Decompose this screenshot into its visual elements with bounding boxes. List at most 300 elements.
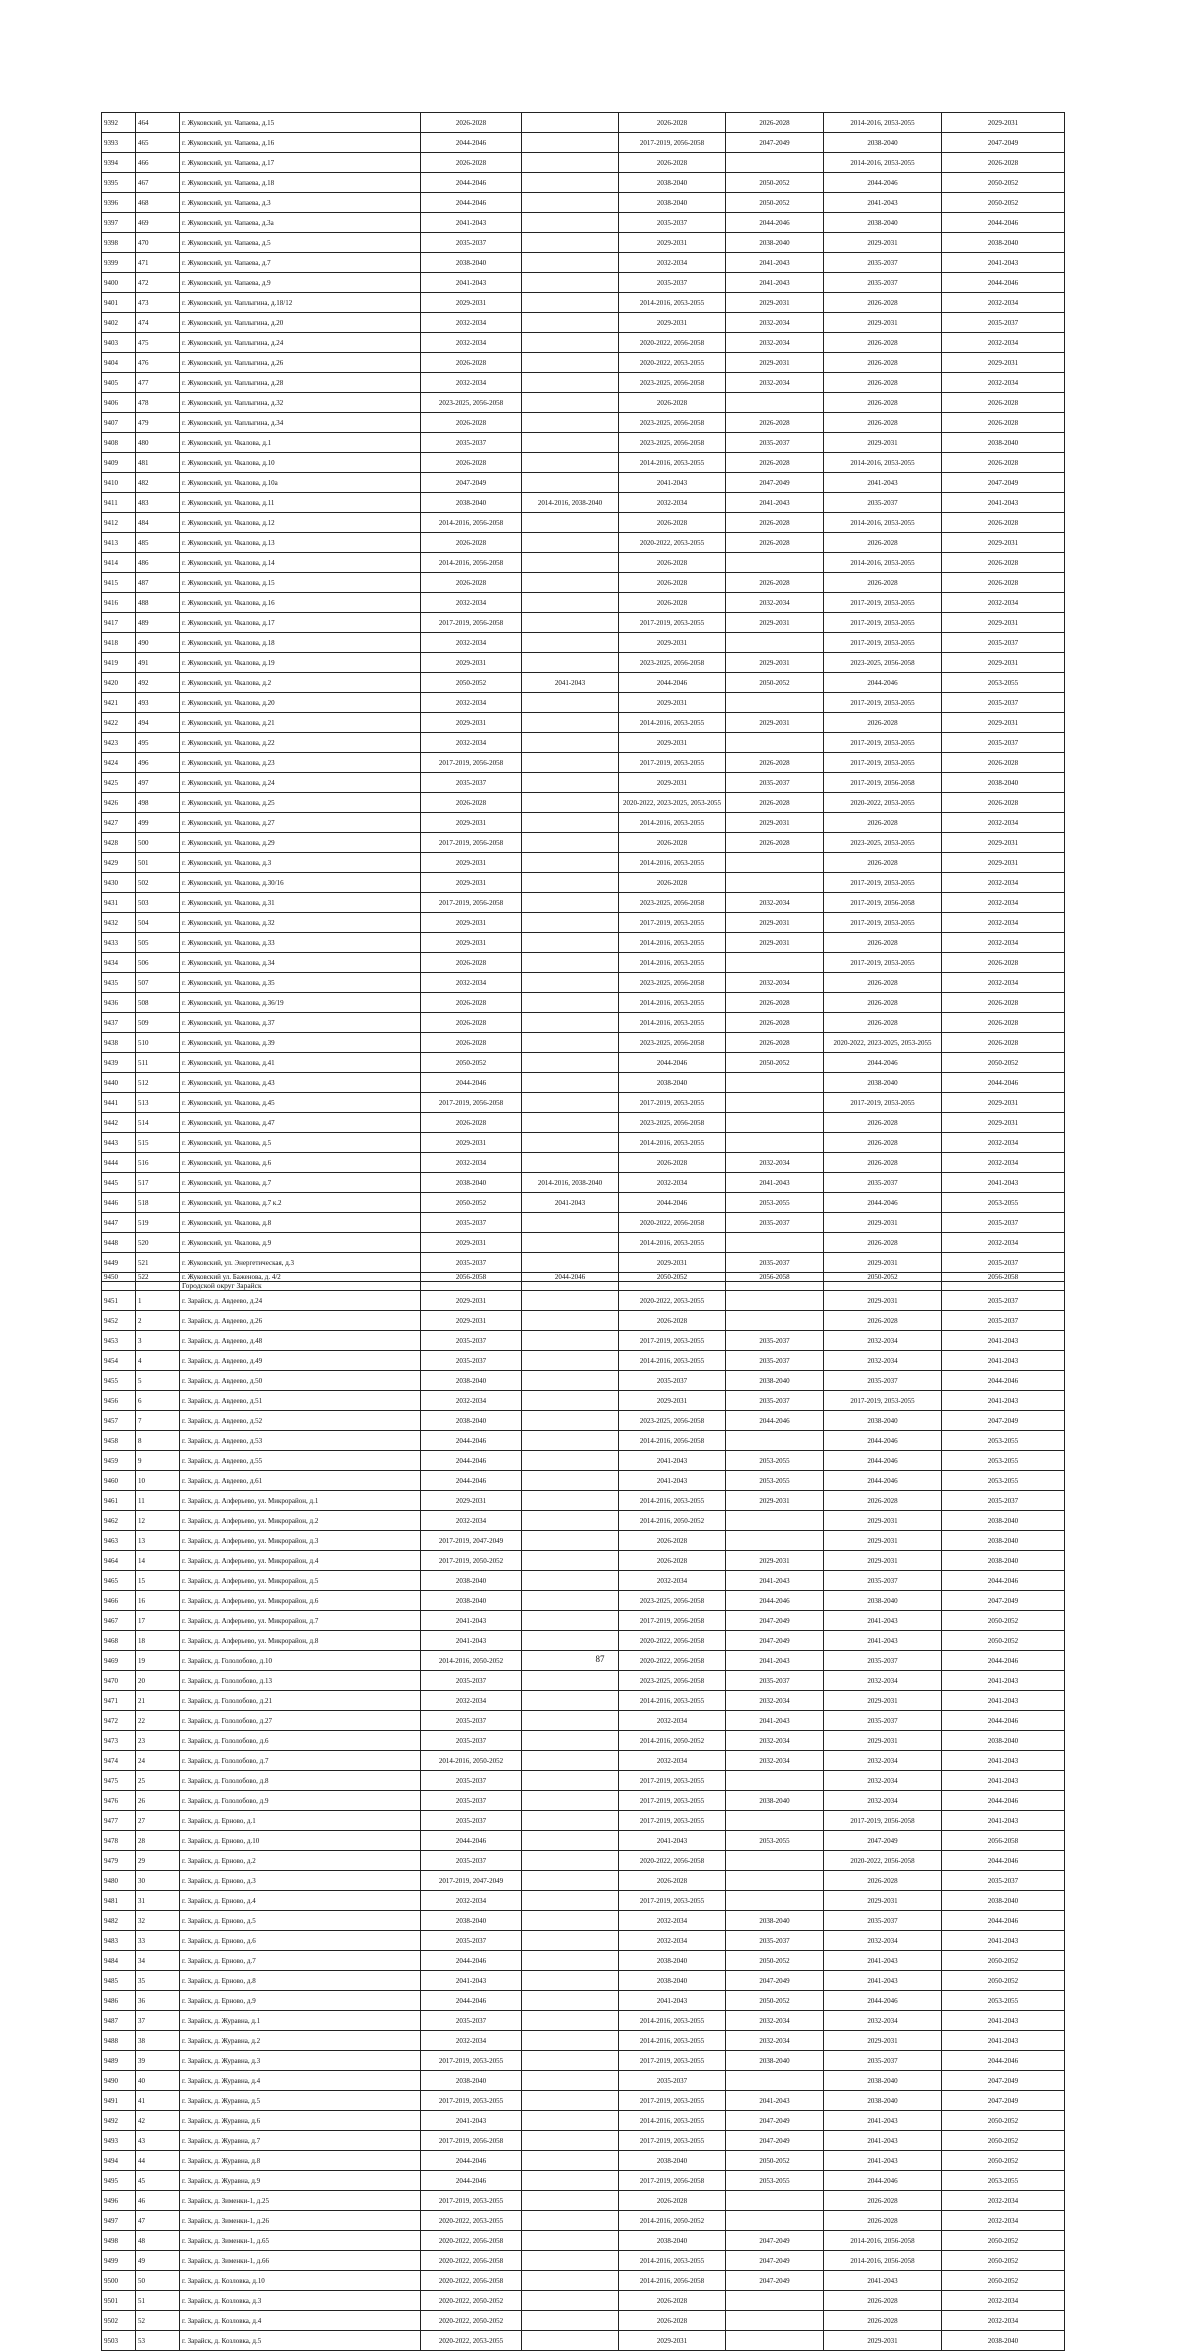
period-2-cell bbox=[522, 1851, 619, 1871]
period-5-cell: 2044-2046 bbox=[824, 173, 942, 193]
period-6-cell: 2041-2043 bbox=[942, 1173, 1065, 1193]
period-3-cell: 2050-2052 bbox=[619, 1273, 726, 1282]
period-2-cell bbox=[522, 1811, 619, 1831]
house-index-cell: 28 bbox=[136, 1831, 180, 1851]
period-3-cell: 2026-2028 bbox=[619, 1311, 726, 1331]
period-3-cell: 2020-2022, 2023-2025, 2053-2055 bbox=[619, 793, 726, 813]
period-5-cell: 2014-2016, 2056-2058 bbox=[824, 2231, 942, 2251]
period-6-cell: 2041-2043 bbox=[942, 1671, 1065, 1691]
period-1-cell: 2014-2016, 2050-2052 bbox=[421, 1651, 522, 1671]
period-6-cell: 2038-2040 bbox=[942, 2331, 1065, 2351]
period-3-cell: 2029-2031 bbox=[619, 1253, 726, 1273]
period-2-cell: 2014-2016, 2038-2040 bbox=[522, 493, 619, 513]
house-index-cell: 505 bbox=[136, 933, 180, 953]
period-5-cell: 2035-2037 bbox=[824, 1651, 942, 1671]
page-number: 87 bbox=[595, 1654, 605, 1664]
schedule-table-container bbox=[101, 112, 1064, 2351]
address-cell: г. Жуковский, ул. Чкалова, д.16 bbox=[180, 593, 421, 613]
period-6-cell: 2044-2046 bbox=[942, 1073, 1065, 1093]
row-index-cell: 9437 bbox=[102, 1013, 136, 1033]
table-row bbox=[102, 873, 1065, 893]
row-index-cell: 9463 bbox=[102, 1531, 136, 1551]
period-1-cell: 2044-2046 bbox=[421, 193, 522, 213]
period-3-cell: 2017-2019, 2053-2055 bbox=[619, 913, 726, 933]
period-4-cell: 2032-2034 bbox=[726, 2031, 824, 2051]
period-1-cell: 2032-2034 bbox=[421, 1891, 522, 1911]
period-2-cell bbox=[522, 1411, 619, 1431]
period-3-cell: 2014-2016, 2053-2055 bbox=[619, 453, 726, 473]
row-index-cell: 9496 bbox=[102, 2191, 136, 2211]
period-4-cell bbox=[726, 2311, 824, 2331]
house-index-cell: 492 bbox=[136, 673, 180, 693]
period-4-cell: 2053-2055 bbox=[726, 1831, 824, 1851]
period-5-cell: 2014-2016, 2053-2055 bbox=[824, 113, 942, 133]
table-row bbox=[102, 1911, 1065, 1931]
period-6-cell: 2038-2040 bbox=[942, 233, 1065, 253]
period-5-cell: 2041-2043 bbox=[824, 193, 942, 213]
row-index-cell: 9435 bbox=[102, 973, 136, 993]
period-1-cell: 2026-2028 bbox=[421, 533, 522, 553]
period-6-cell: 2053-2055 bbox=[942, 1471, 1065, 1491]
period-2-cell bbox=[522, 913, 619, 933]
period-5-cell: 2026-2028 bbox=[824, 2211, 942, 2231]
address-cell: г. Жуковский, ул. Чапаева, д.18 bbox=[180, 173, 421, 193]
period-5-cell: 2029-2031 bbox=[824, 1731, 942, 1751]
address-cell: г. Жуковский, ул. Чкалова, д.15 bbox=[180, 573, 421, 593]
period-1-cell: 2044-2046 bbox=[421, 173, 522, 193]
address-cell: г. Зарайск, д. Ерново, д.2 bbox=[180, 1851, 421, 1871]
period-5-cell: 2026-2028 bbox=[824, 2291, 942, 2311]
period-5-cell: 2026-2028 bbox=[824, 1871, 942, 1891]
period-1-cell: 2026-2028 bbox=[421, 353, 522, 373]
period-1-cell: 2038-2040 bbox=[421, 1591, 522, 1611]
table-row bbox=[102, 953, 1065, 973]
period-2-cell bbox=[522, 453, 619, 473]
period-4-cell bbox=[726, 1851, 824, 1871]
period-1-cell: 2050-2052 bbox=[421, 1193, 522, 1213]
period-3-cell: 2026-2028 bbox=[619, 873, 726, 893]
house-index-cell: 40 bbox=[136, 2071, 180, 2091]
period-2-cell bbox=[522, 873, 619, 893]
period-3-cell: 2017-2019, 2053-2055 bbox=[619, 1331, 726, 1351]
period-3-cell: 2014-2016, 2053-2055 bbox=[619, 713, 726, 733]
period-6-cell: 2053-2055 bbox=[942, 1431, 1065, 1451]
period-1-cell: 2032-2034 bbox=[421, 1691, 522, 1711]
period-1-cell: 2044-2046 bbox=[421, 1471, 522, 1491]
house-index-cell: 44 bbox=[136, 2151, 180, 2171]
table-row bbox=[102, 553, 1065, 573]
period-5-cell: 2032-2034 bbox=[824, 1671, 942, 1691]
period-5-cell: 2029-2031 bbox=[824, 1253, 942, 1273]
period-3-cell: 2038-2040 bbox=[619, 1951, 726, 1971]
period-6-cell: 2026-2028 bbox=[942, 793, 1065, 813]
period-2-cell bbox=[522, 1233, 619, 1253]
row-index-cell: 9427 bbox=[102, 813, 136, 833]
period-1-cell: 2038-2040 bbox=[421, 1173, 522, 1193]
period-5-cell: 2023-2025, 2053-2055 bbox=[824, 833, 942, 853]
period-4-cell bbox=[726, 153, 824, 173]
period-6-cell: 2050-2052 bbox=[942, 193, 1065, 213]
period-1-cell: 2029-2031 bbox=[421, 1233, 522, 1253]
address-cell: г. Жуковский, ул. Чаплыгина, д.32 bbox=[180, 393, 421, 413]
period-5-cell: 2026-2028 bbox=[824, 713, 942, 733]
table-row bbox=[102, 1751, 1065, 1771]
period-3-cell: 2014-2016, 2053-2055 bbox=[619, 813, 726, 833]
period-3-cell: 2041-2043 bbox=[619, 1471, 726, 1491]
period-4-cell: 2041-2043 bbox=[726, 1651, 824, 1671]
table-row bbox=[102, 1951, 1065, 1971]
house-index-cell: 50 bbox=[136, 2271, 180, 2291]
period-1-cell: 2020-2022, 2056-2058 bbox=[421, 2251, 522, 2271]
table-row bbox=[102, 1851, 1065, 1871]
table-row bbox=[102, 1491, 1065, 1511]
period-6-cell: 2032-2034 bbox=[942, 2291, 1065, 2311]
period-1-cell: 2035-2037 bbox=[421, 1771, 522, 1791]
table-row bbox=[102, 853, 1065, 873]
period-1-cell: 2014-2016, 2056-2058 bbox=[421, 553, 522, 573]
period-6-cell: 2038-2040 bbox=[942, 773, 1065, 793]
table-row bbox=[102, 1213, 1065, 1233]
period-1-cell: 2014-2016, 2056-2058 bbox=[421, 513, 522, 533]
address-cell: г. Жуковский, ул. Чкалова, д.19 bbox=[180, 653, 421, 673]
period-2-cell bbox=[522, 273, 619, 293]
period-4-cell: 2053-2055 bbox=[726, 2171, 824, 2191]
table-row bbox=[102, 893, 1065, 913]
row-index-cell: 9393 bbox=[102, 133, 136, 153]
period-6-cell: 2044-2046 bbox=[942, 1711, 1065, 1731]
period-5-cell: 2017-2019, 2056-2058 bbox=[824, 773, 942, 793]
row-index-cell: 9402 bbox=[102, 313, 136, 333]
empty-cell bbox=[421, 1282, 522, 1291]
house-index-cell: 52 bbox=[136, 2311, 180, 2331]
house-index-cell: 20 bbox=[136, 1671, 180, 1691]
house-index-cell: 501 bbox=[136, 853, 180, 873]
period-1-cell: 2032-2034 bbox=[421, 633, 522, 653]
row-index-cell: 9460 bbox=[102, 1471, 136, 1491]
period-5-cell: 2044-2046 bbox=[824, 1193, 942, 1213]
row-index-cell: 9445 bbox=[102, 1173, 136, 1193]
period-6-cell: 2050-2052 bbox=[942, 2151, 1065, 2171]
address-cell: г. Жуковский, ул. Чкалова, д.22 bbox=[180, 733, 421, 753]
period-4-cell: 2032-2034 bbox=[726, 893, 824, 913]
period-3-cell: 2029-2031 bbox=[619, 233, 726, 253]
period-3-cell: 2026-2028 bbox=[619, 2311, 726, 2331]
period-4-cell: 2047-2049 bbox=[726, 1631, 824, 1651]
table-row bbox=[102, 913, 1065, 933]
house-index-cell: 43 bbox=[136, 2131, 180, 2151]
period-2-cell bbox=[522, 1133, 619, 1153]
address-cell: г. Жуковский, ул. Чкалова, д.33 bbox=[180, 933, 421, 953]
period-3-cell: 2032-2034 bbox=[619, 1751, 726, 1771]
period-1-cell: 2035-2037 bbox=[421, 1331, 522, 1351]
period-1-cell: 2038-2040 bbox=[421, 2071, 522, 2091]
table-row bbox=[102, 273, 1065, 293]
address-cell: г. Зарайск, д. Гололобово, д.6 bbox=[180, 1731, 421, 1751]
period-6-cell: 2026-2028 bbox=[942, 1013, 1065, 1033]
address-cell: г. Зарайск, д. Зименки-1, д.25 bbox=[180, 2191, 421, 2211]
table-row bbox=[102, 1871, 1065, 1891]
house-index-cell: 12 bbox=[136, 1511, 180, 1531]
period-3-cell: 2038-2040 bbox=[619, 2231, 726, 2251]
address-cell: г. Жуковский, ул. Чапаева, д.5 bbox=[180, 233, 421, 253]
table-row bbox=[102, 2071, 1065, 2091]
period-3-cell: 2017-2019, 2053-2055 bbox=[619, 1811, 726, 1831]
period-6-cell: 2032-2034 bbox=[942, 893, 1065, 913]
period-6-cell: 2041-2043 bbox=[942, 1771, 1065, 1791]
period-4-cell bbox=[726, 853, 824, 873]
address-cell: г. Жуковский, ул. Чкалова, д.6 bbox=[180, 1153, 421, 1173]
row-index-cell: 9502 bbox=[102, 2311, 136, 2331]
period-2-cell bbox=[522, 1391, 619, 1411]
period-5-cell: 2038-2040 bbox=[824, 1591, 942, 1611]
period-5-cell: 2026-2028 bbox=[824, 353, 942, 373]
period-2-cell bbox=[522, 2111, 619, 2131]
period-1-cell: 2038-2040 bbox=[421, 1571, 522, 1591]
period-6-cell: 2041-2043 bbox=[942, 253, 1065, 273]
table-row bbox=[102, 1431, 1065, 1451]
period-2-cell bbox=[522, 933, 619, 953]
period-6-cell: 2047-2049 bbox=[942, 1411, 1065, 1431]
period-1-cell: 2023-2025, 2056-2058 bbox=[421, 393, 522, 413]
period-5-cell: 2035-2037 bbox=[824, 2051, 942, 2071]
row-index-cell: 9501 bbox=[102, 2291, 136, 2311]
period-3-cell: 2026-2028 bbox=[619, 513, 726, 533]
row-index-cell: 9497 bbox=[102, 2211, 136, 2231]
period-5-cell: 2041-2043 bbox=[824, 2271, 942, 2291]
period-3-cell: 2017-2019, 2056-2058 bbox=[619, 1611, 726, 1631]
table-row bbox=[102, 1531, 1065, 1551]
period-3-cell: 2026-2028 bbox=[619, 1153, 726, 1173]
period-4-cell: 2035-2037 bbox=[726, 1213, 824, 1233]
period-6-cell: 2050-2052 bbox=[942, 1951, 1065, 1971]
address-cell: г. Жуковский, ул. Чкалова, д.43 bbox=[180, 1073, 421, 1093]
period-6-cell: 2053-2055 bbox=[942, 2171, 1065, 2191]
period-5-cell: 2020-2022, 2056-2058 bbox=[824, 1851, 942, 1871]
period-6-cell: 2035-2037 bbox=[942, 633, 1065, 653]
period-2-cell bbox=[522, 1053, 619, 1073]
period-1-cell: 2044-2046 bbox=[421, 1991, 522, 2011]
row-index-cell: 9414 bbox=[102, 553, 136, 573]
address-cell: г. Зарайск, д. Ерново, д.9 bbox=[180, 1991, 421, 2011]
period-3-cell: 2017-2019, 2053-2055 bbox=[619, 1791, 726, 1811]
period-1-cell: 2035-2037 bbox=[421, 1791, 522, 1811]
period-3-cell: 2041-2043 bbox=[619, 1831, 726, 1851]
table-row bbox=[102, 2191, 1065, 2211]
table-row bbox=[102, 973, 1065, 993]
period-1-cell: 2029-2031 bbox=[421, 873, 522, 893]
address-cell: г. Жуковский, ул. Чкалова, д.47 bbox=[180, 1113, 421, 1133]
table-row bbox=[102, 1771, 1065, 1791]
period-2-cell bbox=[522, 653, 619, 673]
period-2-cell bbox=[522, 553, 619, 573]
period-4-cell: 2026-2028 bbox=[726, 833, 824, 853]
house-index-cell: 518 bbox=[136, 1193, 180, 1213]
period-2-cell bbox=[522, 753, 619, 773]
house-index-cell: 15 bbox=[136, 1571, 180, 1591]
period-5-cell: 2029-2031 bbox=[824, 433, 942, 453]
house-index-cell: 33 bbox=[136, 1931, 180, 1951]
row-index-cell: 9441 bbox=[102, 1093, 136, 1113]
period-6-cell: 2032-2034 bbox=[942, 1133, 1065, 1153]
row-index-cell: 9422 bbox=[102, 713, 136, 733]
period-1-cell: 2029-2031 bbox=[421, 913, 522, 933]
period-6-cell: 2044-2046 bbox=[942, 1571, 1065, 1591]
period-6-cell: 2050-2052 bbox=[942, 1053, 1065, 1073]
period-6-cell: 2041-2043 bbox=[942, 1751, 1065, 1771]
period-3-cell: 2017-2019, 2053-2055 bbox=[619, 613, 726, 633]
house-index-cell: 507 bbox=[136, 973, 180, 993]
house-index-cell: 23 bbox=[136, 1731, 180, 1751]
row-index-cell: 9397 bbox=[102, 213, 136, 233]
period-4-cell: 2038-2040 bbox=[726, 233, 824, 253]
period-4-cell bbox=[726, 1233, 824, 1253]
table-row bbox=[102, 1971, 1065, 1991]
period-6-cell: 2026-2028 bbox=[942, 393, 1065, 413]
period-2-cell bbox=[522, 793, 619, 813]
table-row bbox=[102, 993, 1065, 1013]
address-cell: г. Зарайск, д. Журавна, д.5 bbox=[180, 2091, 421, 2111]
period-1-cell: 2017-2019, 2047-2049 bbox=[421, 1531, 522, 1551]
period-1-cell: 2044-2046 bbox=[421, 1073, 522, 1093]
period-2-cell bbox=[522, 233, 619, 253]
period-2-cell bbox=[522, 1291, 619, 1311]
table-row bbox=[102, 2251, 1065, 2271]
period-1-cell: 2026-2028 bbox=[421, 1013, 522, 1033]
period-1-cell: 2020-2022, 2053-2055 bbox=[421, 2211, 522, 2231]
table-row bbox=[102, 1093, 1065, 1113]
period-6-cell: 2032-2034 bbox=[942, 293, 1065, 313]
period-2-cell bbox=[522, 153, 619, 173]
period-4-cell bbox=[726, 1771, 824, 1791]
period-3-cell: 2023-2025, 2056-2058 bbox=[619, 373, 726, 393]
period-3-cell: 2026-2028 bbox=[619, 1551, 726, 1571]
period-1-cell: 2044-2046 bbox=[421, 2151, 522, 2171]
house-index-cell: 488 bbox=[136, 593, 180, 613]
period-3-cell: 2044-2046 bbox=[619, 1053, 726, 1073]
period-6-cell: 2041-2043 bbox=[942, 1331, 1065, 1351]
house-index-cell: 486 bbox=[136, 553, 180, 573]
period-4-cell: 2026-2028 bbox=[726, 453, 824, 473]
address-cell: г. Зарайск, д. Авдеево, д.49 bbox=[180, 1351, 421, 1371]
house-index-cell: 9 bbox=[136, 1451, 180, 1471]
row-index-cell: 9468 bbox=[102, 1631, 136, 1651]
period-5-cell: 2029-2031 bbox=[824, 1511, 942, 1531]
period-2-cell bbox=[522, 2031, 619, 2051]
period-5-cell: 2041-2043 bbox=[824, 473, 942, 493]
period-1-cell: 2020-2022, 2050-2052 bbox=[421, 2291, 522, 2311]
house-index-cell: 482 bbox=[136, 473, 180, 493]
period-3-cell: 2038-2040 bbox=[619, 193, 726, 213]
period-3-cell: 2038-2040 bbox=[619, 173, 726, 193]
period-2-cell bbox=[522, 1931, 619, 1951]
address-cell: г. Жуковский, ул. Чкалова, д.8 bbox=[180, 1213, 421, 1233]
address-cell: г. Жуковский, ул. Чкалова, д.5 bbox=[180, 1133, 421, 1153]
table-row bbox=[102, 1113, 1065, 1133]
address-cell: г. Жуковский, ул. Чкалова, д.17 bbox=[180, 613, 421, 633]
period-4-cell: 2047-2049 bbox=[726, 133, 824, 153]
row-index-cell: 9447 bbox=[102, 1213, 136, 1233]
period-2-cell: 2014-2016, 2038-2040 bbox=[522, 1173, 619, 1193]
period-4-cell: 2038-2040 bbox=[726, 1791, 824, 1811]
period-4-cell: 2026-2028 bbox=[726, 513, 824, 533]
address-cell: г. Жуковский, ул. Чкалова, д.39 bbox=[180, 1033, 421, 1053]
period-6-cell: 2035-2037 bbox=[942, 1291, 1065, 1311]
period-3-cell: 2026-2028 bbox=[619, 593, 726, 613]
period-4-cell: 2026-2028 bbox=[726, 793, 824, 813]
row-index-cell: 9491 bbox=[102, 2091, 136, 2111]
period-3-cell: 2014-2016, 2056-2058 bbox=[619, 1431, 726, 1451]
house-index-cell: 480 bbox=[136, 433, 180, 453]
house-index-cell: 31 bbox=[136, 1891, 180, 1911]
row-index-cell: 9470 bbox=[102, 1671, 136, 1691]
period-5-cell: 2026-2028 bbox=[824, 293, 942, 313]
period-1-cell: 2041-2043 bbox=[421, 1611, 522, 1631]
house-index-cell: 30 bbox=[136, 1871, 180, 1891]
period-2-cell bbox=[522, 1371, 619, 1391]
period-1-cell: 2035-2037 bbox=[421, 1671, 522, 1691]
period-5-cell: 2044-2046 bbox=[824, 1431, 942, 1451]
period-2-cell bbox=[522, 1951, 619, 1971]
period-3-cell: 2029-2031 bbox=[619, 773, 726, 793]
house-index-cell: 14 bbox=[136, 1551, 180, 1571]
period-3-cell: 2014-2016, 2053-2055 bbox=[619, 993, 726, 1013]
period-4-cell bbox=[726, 393, 824, 413]
period-3-cell: 2041-2043 bbox=[619, 473, 726, 493]
table-row bbox=[102, 313, 1065, 333]
address-cell: г. Жуковский, ул. Чкалова, д.23 bbox=[180, 753, 421, 773]
house-index-cell: 513 bbox=[136, 1093, 180, 1113]
table-row bbox=[102, 1711, 1065, 1731]
period-5-cell: 2050-2052 bbox=[824, 1273, 942, 1282]
address-cell: г. Зарайск, д. Журавна, д.3 bbox=[180, 2051, 421, 2071]
period-2-cell bbox=[522, 1531, 619, 1551]
row-index-cell: 9446 bbox=[102, 1193, 136, 1213]
period-2-cell bbox=[522, 2331, 619, 2351]
table-row bbox=[102, 1273, 1065, 1282]
period-1-cell: 2032-2034 bbox=[421, 693, 522, 713]
address-cell: г. Жуковский, ул. Чапаева, д.15 bbox=[180, 113, 421, 133]
period-3-cell: 2026-2028 bbox=[619, 2291, 726, 2311]
table-row bbox=[102, 1811, 1065, 1831]
period-3-cell: 2020-2022, 2053-2055 bbox=[619, 353, 726, 373]
period-2-cell bbox=[522, 2311, 619, 2331]
section-title: Городской округ Зарайск bbox=[180, 1282, 421, 1291]
period-4-cell bbox=[726, 1311, 824, 1331]
period-1-cell: 2017-2019, 2056-2058 bbox=[421, 1093, 522, 1113]
period-5-cell: 2041-2043 bbox=[824, 1971, 942, 1991]
row-index-cell: 9466 bbox=[102, 1591, 136, 1611]
address-cell: г. Зарайск, д. Авдеево, д.61 bbox=[180, 1471, 421, 1491]
period-3-cell: 2029-2031 bbox=[619, 1391, 726, 1411]
period-6-cell: 2050-2052 bbox=[942, 173, 1065, 193]
address-cell: г. Жуковский, ул. Чапаева, д.17 bbox=[180, 153, 421, 173]
period-2-cell bbox=[522, 2011, 619, 2031]
period-2-cell bbox=[522, 2271, 619, 2291]
house-index-cell: 34 bbox=[136, 1951, 180, 1971]
row-index-cell: 9490 bbox=[102, 2071, 136, 2091]
period-5-cell: 2035-2037 bbox=[824, 273, 942, 293]
period-5-cell: 2020-2022, 2053-2055 bbox=[824, 793, 942, 813]
address-cell: г. Зарайск, д. Ерново, д.10 bbox=[180, 1831, 421, 1851]
table-row bbox=[102, 2231, 1065, 2251]
row-index-cell: 9418 bbox=[102, 633, 136, 653]
house-index-cell: 479 bbox=[136, 413, 180, 433]
period-6-cell: 2041-2043 bbox=[942, 1691, 1065, 1711]
period-5-cell: 2038-2040 bbox=[824, 213, 942, 233]
table-row bbox=[102, 173, 1065, 193]
period-6-cell: 2032-2034 bbox=[942, 933, 1065, 953]
row-index-cell: 9419 bbox=[102, 653, 136, 673]
